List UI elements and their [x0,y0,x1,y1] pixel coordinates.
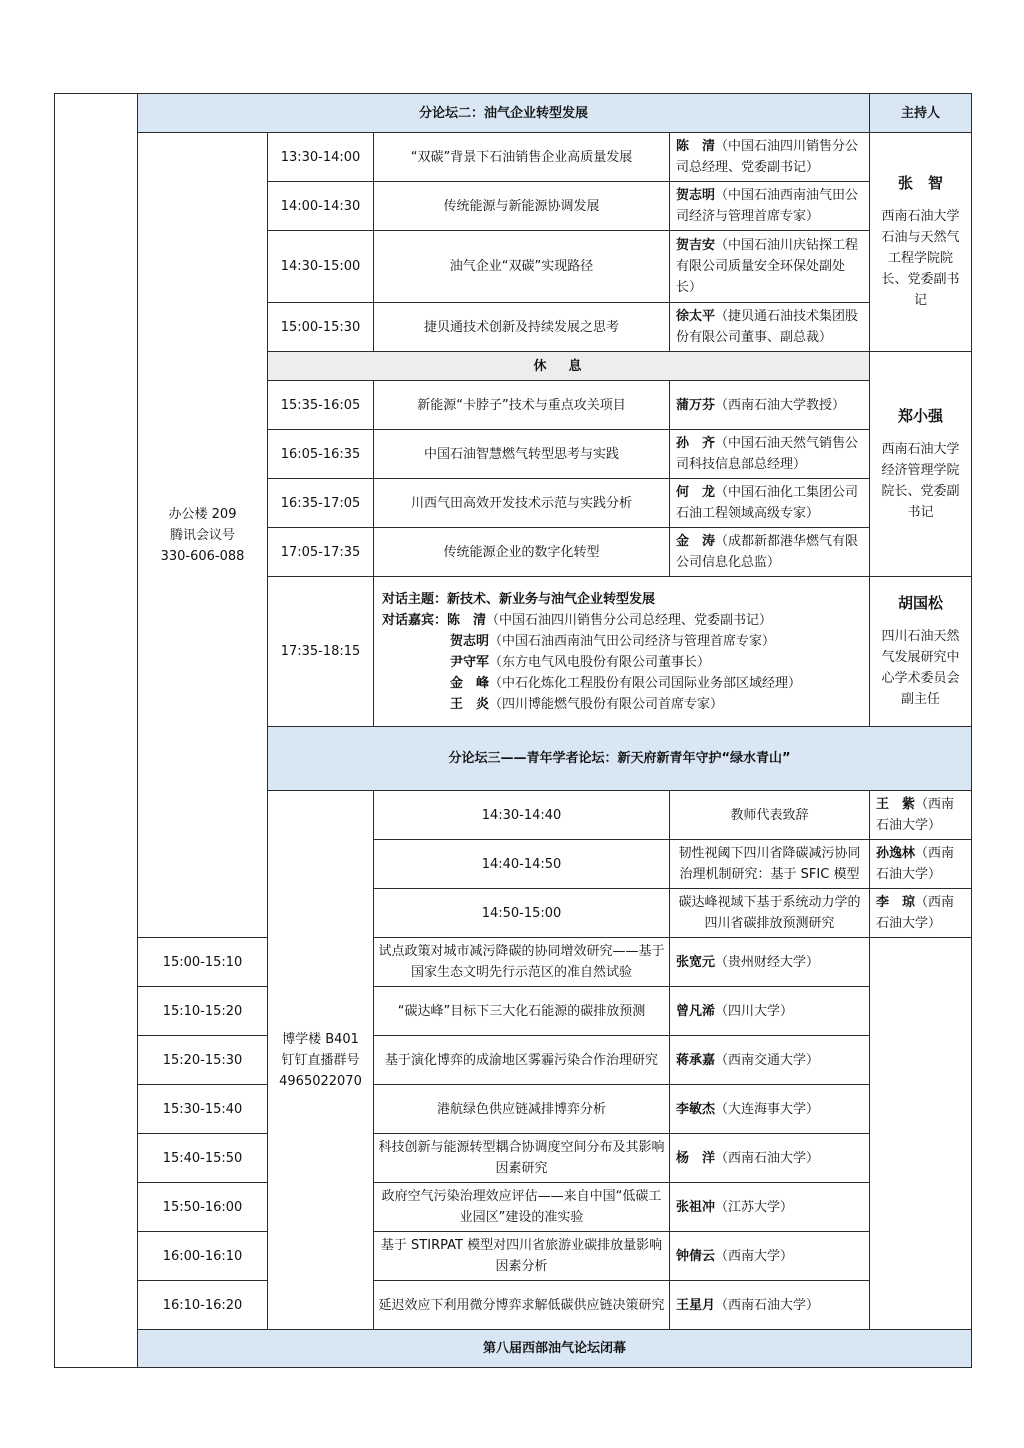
dialog-block [374,577,870,727]
speaker-affiliation: （江苏大学） [715,1199,794,1215]
session-time: 14:50-15:00 [374,889,670,938]
session-time: 15:35-16:05 [268,381,374,430]
session-time: 17:05-17:35 [268,528,374,577]
host-name: 胡国松 [898,594,944,612]
speaker-affiliation: （贵州财经大学） [715,954,820,970]
speaker-name: 金 涛 [676,534,716,549]
speaker-affiliation: （中国石油化工集团公司石油工程领域高级专家） [676,485,859,521]
session-time: 14:30-14:40 [374,791,670,840]
dialog-guest [382,631,861,652]
speaker-affiliation: （中国石油川庆钻探工程有限公司质量安全环保处副处长） [676,238,859,295]
break-label: 休息 [268,352,870,381]
session-speaker [670,231,870,303]
venue-line: 腾讯会议号 [169,527,235,543]
session-topic: 中国石油智慧燃气转型思考与实践 [374,430,670,479]
table-row [55,938,972,987]
session-time: 15:10-15:20 [138,987,268,1036]
session-speaker [670,430,870,479]
table-row [55,1134,972,1183]
speaker-affiliation: （西南石油大学） [715,1297,820,1313]
session-time: 16:00-16:10 [138,1232,268,1281]
host-name: 郑小强 [898,406,944,425]
session-topic: 教师代表致辞 [670,791,870,840]
speaker-name: 曾凡浠 [676,1003,716,1019]
guest-name: 陈 清 [447,612,487,628]
session-topic: 政府空气污染治理效应评估——来自中国“低碳工业园区”建设的准实验 [374,1183,670,1232]
speaker-affiliation: （西南石油大学） [876,895,955,931]
speaker-name: 王星月 [676,1297,716,1313]
table-row [55,1085,972,1134]
dialog-theme-text: 新技术、新业务与油气企业转型发展 [447,591,656,607]
table-row [55,133,972,182]
session-topic: 新能源“卡脖子”技术与重点攻关项目 [374,381,670,430]
session-speaker [870,791,972,840]
speaker-name: 陈 清 [676,139,716,154]
closing-title: 第八届西部油气论坛闭幕 [138,1330,972,1368]
speaker-name: 孙逸林 [876,846,916,861]
dialog-theme [382,589,861,610]
session-topic: 传统能源企业的数字化转型 [374,528,670,577]
session-speaker [670,938,870,987]
session-time: 13:30-14:00 [268,133,374,182]
session-topic: 碳达峰视域下基于系统动力学的四川省碳排放预测研究 [670,889,870,938]
forum3-title: 分论坛三——青年学者论坛：新天府新青年守护“绿水青山” [268,727,972,791]
session-speaker [670,1134,870,1183]
dialog-guest [382,694,861,715]
dialog-host [870,577,972,727]
forum3-venue [268,791,374,1330]
dialog-guest [382,610,861,631]
guest-name: 王 炎 [450,696,490,712]
session-topic: “碳达峰”目标下三大化石能源的碳排放预测 [374,987,670,1036]
table-row [55,1232,972,1281]
venue-line: 博学楼 B401 [282,1031,359,1047]
guest-affiliation: （四川博能燃气股份有限公司首席专家） [489,696,724,712]
session-speaker [670,303,870,352]
speaker-name: 张宽元 [676,954,716,970]
speaker-affiliation: （西南大学） [715,1248,794,1264]
session-time: 16:05-16:35 [268,430,374,479]
session-topic: 捷贝通技术创新及持续发展之思考 [374,303,670,352]
speaker-name: 贺吉安 [676,238,716,253]
dialog-theme-label: 对话主题： [382,591,448,607]
speaker-affiliation: （捷贝通石油技术集团股份有限公司董事、副总裁） [676,309,859,345]
left-margin-cell [55,94,138,1368]
guest-name: 尹守军 [450,654,490,670]
guest-affiliation: （东方电气风电股份有限公司董事长） [489,654,711,670]
session-speaker [670,1036,870,1085]
speaker-affiliation: （成都新都港华燃气有限公司信息化总监） [676,534,859,570]
session-time: 16:10-16:20 [138,1281,268,1330]
speaker-affiliation: （四川大学） [715,1003,794,1019]
session-topic: 川西气田高效开发技术示范与实践分析 [374,479,670,528]
session-speaker [670,182,870,231]
session-speaker [670,1085,870,1134]
session-time: 15:40-15:50 [138,1134,268,1183]
speaker-affiliation: （西南石油大学） [876,797,955,833]
dialog-guests-label: 对话嘉宾： [382,612,448,628]
speaker-name: 杨 洋 [676,1150,716,1166]
speaker-name: 贺志明 [676,188,716,203]
session-time: 15:30-15:40 [138,1085,268,1134]
session-speaker [670,1281,870,1330]
session-time: 15:20-15:30 [138,1036,268,1085]
host-affiliation: 四川石油天然气发展研究中心学术委员会副主任 [881,629,960,707]
dialog-guest [382,673,861,694]
session-topic: 试点政策对城市减污降碳的协同增效研究——基于国家生态文明先行示范区的准自然试验 [374,938,670,987]
session-speaker [670,1232,870,1281]
venue-line: 钉钉直播群号 [281,1052,360,1068]
venue-line: 330-606-088 [160,548,245,564]
forum2-title: 分论坛二：油气企业转型发展 [138,94,870,133]
speaker-name: 孙 齐 [676,436,716,451]
forum2-host-a [870,133,972,352]
session-topic: 油气企业“双碳”实现路径 [374,231,670,303]
speaker-name: 蒋承嘉 [676,1052,716,1068]
table-row [55,1036,972,1085]
closing-row [55,1330,972,1368]
session-topic: 科技创新与能源转型耦合协调度空间分布及其影响因素研究 [374,1134,670,1183]
session-topic: 延迟效应下利用微分博弈求解低碳供应链决策研究 [374,1281,670,1330]
guest-name: 金 峰 [450,675,490,691]
host-name: 张 智 [898,174,944,192]
session-speaker [670,528,870,577]
speaker-affiliation: （西南石油大学教授） [715,397,846,413]
forum2-venue [138,133,268,938]
dialog-time: 17:35-18:15 [268,577,374,727]
session-time: 15:00-15:30 [268,303,374,352]
venue-line: 办公楼 209 [168,506,237,522]
schedule-table [54,93,972,1368]
session-speaker [670,133,870,182]
speaker-name: 徐太平 [676,309,716,324]
guest-affiliation: （中国石油西南油气田公司经济与管理首席专家） [489,633,776,649]
session-speaker [670,381,870,430]
table-row [55,1281,972,1330]
forum2-header-row [55,94,972,133]
session-speaker [870,889,972,938]
session-speaker [670,479,870,528]
venue-line: 4965022070 [279,1073,362,1089]
session-time: 14:00-14:30 [268,182,374,231]
session-time: 14:40-14:50 [374,840,670,889]
session-topic: 基于演化博弈的成渝地区雾霾污染合作治理研究 [374,1036,670,1085]
speaker-name: 李 琼 [876,895,916,910]
speaker-affiliation: （西南交通大学） [715,1052,820,1068]
session-topic: 韧性视阈下四川省降碳减污协同治理机制研究：基于 SFIC 模型 [670,840,870,889]
table-row [55,987,972,1036]
speaker-affiliation: （中国石油西南油气田公司经济与管理首席专家） [676,188,859,224]
session-speaker [670,1183,870,1232]
guest-name: 贺志明 [450,633,490,649]
session-topic: 传统能源与新能源协调发展 [374,182,670,231]
guest-affiliation: （中国石油四川销售分公司总经理、党委副书记） [486,612,773,628]
dialog-guest [382,652,861,673]
session-time: 15:50-16:00 [138,1183,268,1232]
speaker-name: 蒲万芬 [676,397,716,413]
session-topic: 港航绿色供应链减排博弈分析 [374,1085,670,1134]
speaker-affiliation: （中国石油四川销售分公司总经理、党委副书记） [676,139,859,175]
speaker-name: 王 紫 [876,797,916,812]
session-topic: 基于 STIRPAT 模型对四川省旅游业碳排放量影响因素分析 [374,1232,670,1281]
forum2-host-header: 主持人 [870,94,972,133]
speaker-affiliation: （中国石油天然气销售公司科技信息部总经理） [676,436,859,472]
session-time: 14:30-15:00 [268,231,374,303]
host-affiliation: 西南石油大学石油与天然气工程学院院长、党委副书记 [881,209,960,308]
forum2-host-b [870,352,972,577]
session-time: 15:00-15:10 [138,938,268,987]
session-time: 16:35-17:05 [268,479,374,528]
host-affiliation: 西南石油大学经济管理学院院长、党委副书记 [881,441,960,520]
speaker-affiliation: （大连海事大学） [715,1101,820,1117]
speaker-name: 张祖冲 [676,1199,716,1215]
speaker-name: 何 龙 [676,485,716,500]
speaker-affiliation: （西南石油大学） [876,846,955,882]
session-topic: “双碳”背景下石油销售企业高质量发展 [374,133,670,182]
guest-affiliation: （中石化炼化工程股份有限公司国际业务部区域经理） [489,675,802,691]
table-row [55,1183,972,1232]
session-speaker [870,840,972,889]
speaker-name: 李敏杰 [676,1101,716,1117]
speaker-name: 钟倩云 [676,1248,716,1264]
schedule-body [55,94,972,1368]
session-speaker [670,987,870,1036]
speaker-affiliation: （西南石油大学） [715,1150,820,1166]
